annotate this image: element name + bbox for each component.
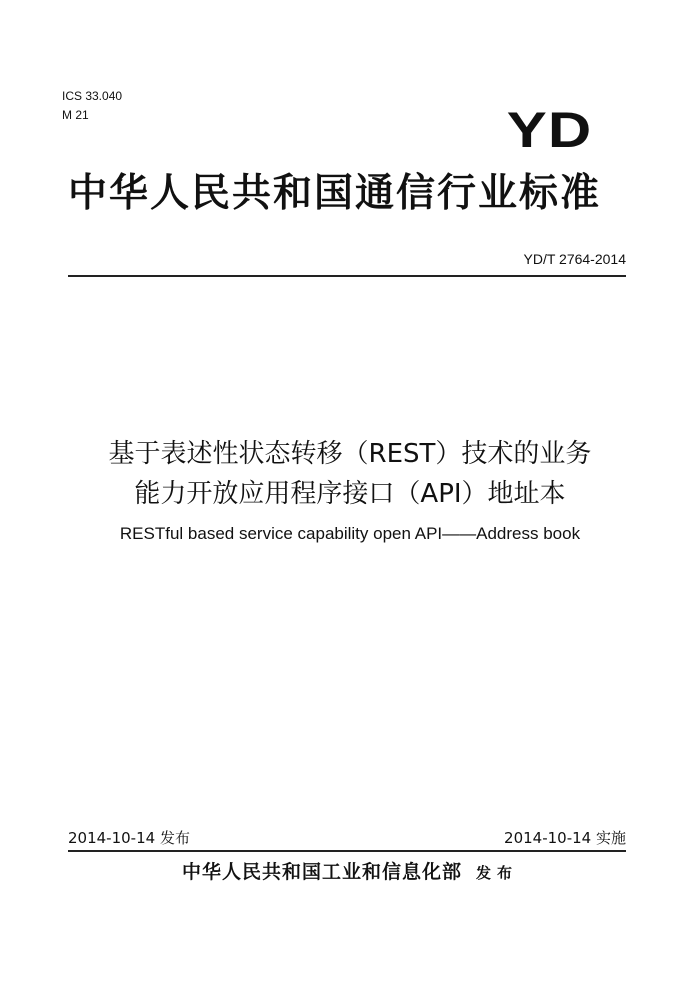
publisher-action: 发布 [476,864,519,882]
ics-code: ICS 33.040 [62,89,123,103]
yd-logo: YD [506,102,592,158]
header-divider [68,275,626,277]
english-title: RESTful based service capability open API——Address book [119,524,581,543]
publisher-name: 中华人民共和国工业和信息化部 [181,861,462,883]
standard-type-title: 中华人民共和国通信行业标准 [68,171,602,216]
chinese-title-line-1: 基于表述性状态转移（REST）技术的业务 [108,439,592,469]
ccs-code: M 21 [62,108,89,122]
issue-date: 2014-10-14 发布 [68,829,190,847]
implementation-date: 2014-10-14 实施 [504,829,626,847]
publisher [0,859,700,886]
chinese-title-line-2: 能力开放应用程序接口（API）地址本 [134,479,566,509]
footer-divider [68,850,626,852]
standard-number: YD/T 2764-2014 [523,251,626,267]
